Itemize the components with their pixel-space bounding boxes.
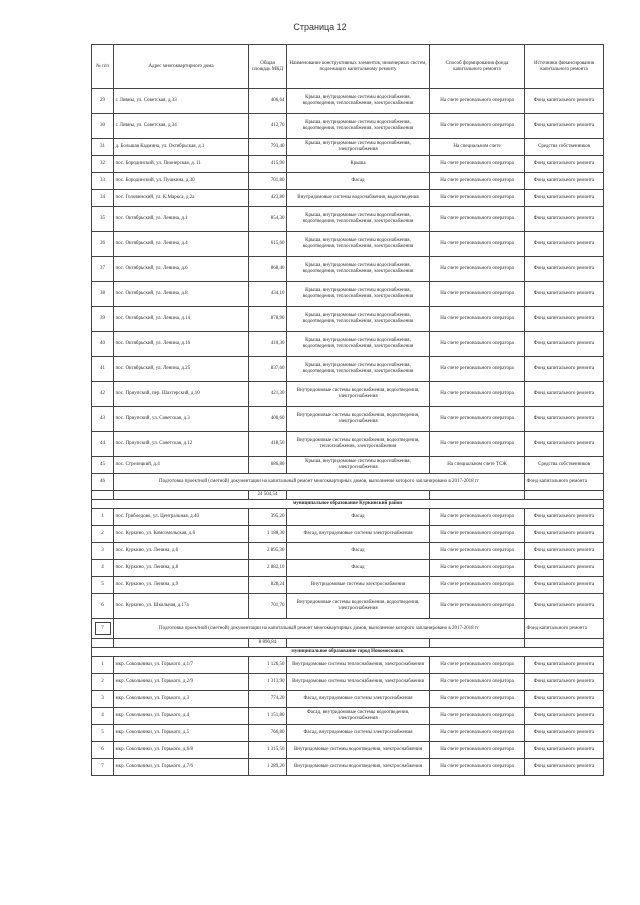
row-funding-source: Фонд капитального ремонта [525, 357, 604, 382]
row-fund-method: На счете регионального оператора [430, 207, 525, 232]
row-address: мкр. Сокольники, ул. Горького, д.5 [114, 725, 249, 742]
row-address: пос. Октябрьский, ул. Ленина, д.6 [114, 257, 249, 282]
row-area: 412,70 [249, 114, 287, 139]
row-funding-source: Фонд капитального ремонта [525, 282, 604, 307]
row-address: пос. Куркино, ул. Ленина, д.8 [114, 560, 249, 577]
row-fund-method: На счете регионального оператора [430, 382, 525, 407]
row-area: 423,80 [249, 190, 287, 207]
row-area: 2 895,30 [249, 543, 287, 560]
row-number: 42 [92, 382, 114, 407]
table-row [92, 725, 604, 742]
row-fund-method: На счете регионального оператора [430, 190, 525, 207]
row-number: 29 [92, 89, 114, 114]
rows-group-a [92, 89, 604, 474]
table-row [92, 282, 604, 307]
row-address: пос. Октябрьский, ул. Ленина, д.16 [114, 332, 249, 357]
row-fund-method: На счете регионального оператора [430, 173, 525, 190]
row-number: 7 [92, 619, 114, 639]
row-fund-method: На счете регионального оператора [430, 282, 525, 307]
design-text: Подготовка проектной (сметной) документации на капитальный ремонт многоквартирных домов, выполнение которого запланировано в 2017-2018 гг [114, 474, 525, 491]
row-fund-method: На счете регионального оператора [430, 725, 525, 742]
row-fund-method: На счете регионального оператора [430, 509, 525, 526]
row-funding-source: Фонд капитального ремонта [525, 725, 604, 742]
row-funding-source: Фонд капитального ремонта [525, 657, 604, 674]
row-fund-method: На счете регионального оператора [430, 674, 525, 691]
row-area: 434,10 [249, 282, 287, 307]
row-elements: Крыша, внутридомовые системы водоснабжения, водоотведения, теплоснабжения, электроснабжения [287, 282, 430, 307]
row-funding-source: Фонд капитального ремонта [525, 307, 604, 332]
repair-program-table [91, 44, 604, 776]
row-number: 6 [92, 742, 114, 759]
row-number: 2 [92, 674, 114, 691]
row-fund-method: На счете регионального оператора [430, 307, 525, 332]
row-area: 793,40 [249, 139, 287, 156]
row-fund-method: На счете регионального оператора [430, 560, 525, 577]
row-fund-method: На счете регионального оператора [430, 357, 525, 382]
row-funding-source: Фонд капитального ремонта [525, 577, 604, 594]
row-address: пос. Куркино, ул. Комсомольская, д.6 [114, 526, 249, 543]
table-row [92, 332, 604, 357]
row-elements: Фасад [287, 509, 430, 526]
row-elements: Крыша, внутридомовые системы водоснабжения, водоотведения, теплоснабжения, электроснабжения [287, 207, 430, 232]
table-row [92, 691, 604, 708]
table-row [92, 139, 604, 156]
row-area: 868,40 [249, 257, 287, 282]
row-funding-source: Фонд капитального ремонта [525, 594, 604, 619]
design-row [92, 474, 604, 491]
table-row [92, 457, 604, 474]
row-address: пос. Куркино, ул. Школьная, д.17а [114, 594, 249, 619]
row-address: д. Большая Кадмина, ул. Октябрьская, д.1 [114, 139, 249, 156]
row-address: пос. Куркино, ул. Ленина, д.6 [114, 543, 249, 560]
row-elements: Крыша, внутридомовые системы водоснабжения, водоотведения, теплоснабжения, электроснабжения [287, 257, 430, 282]
row-address: мкр. Сокольники, ул. Горького, д.1/7 [114, 657, 249, 674]
table-header [92, 45, 604, 89]
row-funding-source: Фонд капитального ремонта [525, 382, 604, 407]
row-funding-source: Фонд капитального ремонта [525, 691, 604, 708]
row-elements: Фасад, внутридомовые системы электроснабжения [287, 526, 430, 543]
rows-group-b [92, 509, 604, 619]
row-elements: Внутридомовые системы водоотведения, электроснабжения [287, 759, 430, 776]
row-elements: Внутридомовые системы теплоснабжения, электроснабжения [287, 674, 430, 691]
row-number: 37 [92, 257, 114, 282]
row-elements: Крыша, внутридомовые системы водоснабжения, электроснабжения [287, 457, 430, 474]
row-number: 39 [92, 307, 114, 332]
row-elements: Фасад, внутридомовые системы водоотведения, электроснабжения [287, 708, 430, 725]
col-header-area: Общая площадь МКД [249, 45, 287, 89]
row-area: 701,70 [249, 594, 287, 619]
row-funding-source: Фонд капитального ремонта [525, 114, 604, 139]
row-elements: Фасад [287, 173, 430, 190]
row-number: 4 [92, 560, 114, 577]
row-address: пос. Приупский, пер. Шахтерский, д.10 [114, 382, 249, 407]
col-header-number: № п/п [92, 45, 114, 89]
row-funding-source: Фонд капитального ремонта [525, 89, 604, 114]
row-number: 40 [92, 332, 114, 357]
row-area: 2 882,10 [249, 560, 287, 577]
row-elements: Крыша, внутридомовые системы водоснабжения, водоотведения, теплоснабжения, электроснабжения [287, 89, 430, 114]
row-address: пос. Октябрьский, ул. Ленина, д.8 [114, 282, 249, 307]
row-area: 766,80 [249, 725, 287, 742]
table-row [92, 742, 604, 759]
row-elements: Крыша, внутридомовые системы водоснабжения, водоотведения, теплоснабжения, электроснабжения [287, 114, 430, 139]
table-row [92, 526, 604, 543]
row-address: пос. Бородинский, ул. Пушкина, д.30 [114, 173, 249, 190]
rows-group-c [92, 657, 604, 776]
row-area: 878,90 [249, 307, 287, 332]
row-elements: Внутридомовые системы водоснабжения, водоотведения [287, 190, 430, 207]
table-row [92, 674, 604, 691]
table-row [92, 89, 604, 114]
row-area: 1 151,80 [249, 708, 287, 725]
row-fund-method: На счете регионального оператора [430, 407, 525, 432]
row-area: 418,50 [249, 432, 287, 457]
row-number: 31 [92, 139, 114, 156]
row-number: 43 [92, 407, 114, 432]
funding-source: Фонд капитального ремонта [525, 619, 604, 639]
row-elements: Крыша [287, 156, 430, 173]
row-fund-method: На счете регионального оператора [430, 657, 525, 674]
row-funding-source: Фонд капитального ремонта [525, 674, 604, 691]
table-row [92, 357, 604, 382]
row-area: 395,20 [249, 509, 287, 526]
row-number: 1 [92, 657, 114, 674]
table-row [92, 577, 604, 594]
row-fund-method: На счете регионального оператора [430, 332, 525, 357]
row-fund-method: На счете регионального оператора [430, 759, 525, 776]
row-number: 33 [92, 173, 114, 190]
section-title: муниципальное образование город Новомосковск [92, 648, 604, 657]
row-funding-source: Фонд капитального ремонта [525, 432, 604, 457]
row-area: 1 313,90 [249, 674, 287, 691]
row-address: мкр. Сокольники, ул. Горького, д.3 [114, 691, 249, 708]
row-address: пос. Приупский, ул. Советская, д.3 [114, 407, 249, 432]
row-area: 410,30 [249, 332, 287, 357]
row-area: 406,64 [249, 89, 287, 114]
row-number: 7 [92, 759, 114, 776]
table-row [92, 190, 604, 207]
row-address: мкр. Сокольники, ул. Горького, д.7/6 [114, 759, 249, 776]
row-elements: Крыша, внутридомовые системы водоснабжения, водоотведения, теплоснабжения, электроснабжения [287, 307, 430, 332]
row-number: 38 [92, 282, 114, 307]
row-area: 686,80 [249, 457, 287, 474]
row-funding-source: Фонд капитального ремонта [525, 257, 604, 282]
total-row [92, 639, 604, 648]
table-row [92, 207, 604, 232]
table-row [92, 759, 604, 776]
table-row [92, 509, 604, 526]
total-row [92, 491, 604, 500]
row-number: 45 [92, 457, 114, 474]
row-area: 837,60 [249, 357, 287, 382]
row-address: пос. Куркино, ул. Ленина, д.9 [114, 577, 249, 594]
row-fund-method: На специальном счете ТСЖ [430, 457, 525, 474]
row-elements: Фасад [287, 543, 430, 560]
row-elements: Внутридомовые системы теплоснабжения, электроснабжения [287, 657, 430, 674]
row-elements: Фасад, внутридомовые системы электроснабжения [287, 725, 430, 742]
row-address: мкр. Сокольники, ул. Горького, д.6/8 [114, 742, 249, 759]
row-number: 41 [92, 357, 114, 382]
row-area: 1 289,20 [249, 759, 287, 776]
table-row [92, 307, 604, 332]
design-row-b-group [92, 619, 604, 657]
row-area: 1 188,30 [249, 526, 287, 543]
row-elements: Крыша, внутридомовые системы водоснабжения, водоотведения, теплоснабжения, электроснабжения [287, 332, 430, 357]
row-funding-source: Фонд капитального ремонта [525, 509, 604, 526]
row-fund-method: На счете регионального оператора [430, 156, 525, 173]
table-row [92, 560, 604, 577]
row-elements: Внутридомовые системы водоснабжения, водоотведения, теплоснабжения, электроснабжения [287, 432, 430, 457]
table-row [92, 232, 604, 257]
row-funding-source: Фонд капитального ремонта [525, 332, 604, 357]
table-row [92, 657, 604, 674]
total-area: 24 504,54 [249, 491, 287, 500]
row-area: 615,60 [249, 232, 287, 257]
table-row [92, 594, 604, 619]
row-funding-source: Средства собственников [525, 139, 604, 156]
section-row [92, 500, 604, 509]
table-row [92, 432, 604, 457]
row-number: 35 [92, 207, 114, 232]
row-funding-source: Фонд капитального ремонта [525, 560, 604, 577]
row-number: 32 [92, 156, 114, 173]
total-area: 8 890,84 [249, 639, 287, 648]
row-area: 828,24 [249, 577, 287, 594]
row-elements: Фасад, внутридомовые системы электроснабжения [287, 691, 430, 708]
row-number: 44 [92, 432, 114, 457]
row-funding-source: Фонд капитального ремонта [525, 156, 604, 173]
row-fund-method: На счете регионального оператора [430, 257, 525, 282]
row-funding-source: Фонд капитального ремонта [525, 742, 604, 759]
row-address: пос. Октябрьский, ул. Ленина, д.14 [114, 307, 249, 332]
row-elements: Внутридомовые системы водоснабжения, водоотведения, электроснабжения [287, 594, 430, 619]
row-number: 30 [92, 114, 114, 139]
row-elements: Внутридомовые системы водоснабжения, водоотведения, электроснабжения [287, 407, 430, 432]
design-row-a-group [92, 474, 604, 509]
table-row [92, 114, 604, 139]
funding-source: Фонд капитального ремонта [525, 474, 604, 491]
section-title: муниципальное образование Куркинский район [92, 500, 604, 509]
row-funding-source: Фонд капитального ремонта [525, 407, 604, 432]
row-fund-method: На счете регионального оператора [430, 232, 525, 257]
row-fund-method: На счете регионального оператора [430, 594, 525, 619]
row-number: 36 [92, 232, 114, 257]
col-header-fund-method: Способ формирования фонда капитального ремонта [430, 45, 525, 89]
row-elements: Крыша, внутридомовые системы водоснабжения, водоотведения, теплоснабжения, электроснабжения [287, 232, 430, 257]
row-funding-source: Фонд капитального ремонта [525, 759, 604, 776]
design-text: Подготовка проектной (сметной) документации на капитальный ремонт многоквартирных домов, выполнение которого запланировано в 2017-2018 гг [114, 619, 525, 639]
row-address: пос. Октябрьский, ул. Ленина, д.4 [114, 232, 249, 257]
row-fund-method: На счете регионального оператора [430, 577, 525, 594]
row-address: пос. Приупский, ул. Советская, д.12 [114, 432, 249, 457]
table-row [92, 156, 604, 173]
row-address: г. Ливны, ул. Советская, д.34 [114, 114, 249, 139]
row-funding-source: Фонд капитального ремонта [525, 173, 604, 190]
row-fund-method: На специальном счете [430, 139, 525, 156]
row-number: 3 [92, 543, 114, 560]
row-address: г. Ливны, ул. Советская, д.33 [114, 89, 249, 114]
row-number: 6 [92, 594, 114, 619]
row-address: мкр. Сокольники, ул. Горького, д.2/9 [114, 674, 249, 691]
row-elements: Внутридомовые системы водоснабжения, водоотведения, электроснабжения [287, 382, 430, 407]
table-row [92, 382, 604, 407]
row-area: 415,90 [249, 156, 287, 173]
row-fund-method: На счете регионального оператора [430, 89, 525, 114]
table-row [92, 407, 604, 432]
row-area: 1 126,50 [249, 657, 287, 674]
row-number: 46 [92, 474, 114, 491]
row-address: пос. Октябрьский, ул. Ленина, д.25 [114, 357, 249, 382]
table-row [92, 257, 604, 282]
row-area: 1 315,50 [249, 742, 287, 759]
row-elements: Крыша, внутридомовые системы водоснабжения, электроснабжения [287, 139, 430, 156]
row-number: 3 [92, 691, 114, 708]
row-fund-method: На счете регионального оператора [430, 432, 525, 457]
row-fund-method: На счете регионального оператора [430, 708, 525, 725]
row-number: 2 [92, 526, 114, 543]
row-elements: Внутридомовые системы водоотведения, электроснабжения [287, 742, 430, 759]
row-address: мкр. Сокольники, ул. Горького, д.4 [114, 708, 249, 725]
row-area: 421,30 [249, 382, 287, 407]
row-area: 701,80 [249, 173, 287, 190]
row-number: 1 [92, 509, 114, 526]
row-elements: Фасад [287, 560, 430, 577]
row-address: пос. Бородинский, ул. Пионерская, д. 11 [114, 156, 249, 173]
row-fund-method: На счете регионального оператора [430, 691, 525, 708]
table-row [92, 708, 604, 725]
row-address: пос. Октябрьский, ул. Ленина, д.1 [114, 207, 249, 232]
row-fund-method: На счете регионального оператора [430, 114, 525, 139]
row-elements: Крыша, внутридомовые системы водоснабжения, водоотведения, теплоснабжения, электроснабжения [287, 357, 430, 382]
table-row [92, 543, 604, 560]
section-row [92, 648, 604, 657]
row-area: 854,30 [249, 207, 287, 232]
page-title: Страница 12 [293, 22, 347, 32]
row-funding-source: Средства собственников [525, 457, 604, 474]
row-number: 5 [92, 725, 114, 742]
row-funding-source: Фонд капитального ремонта [525, 708, 604, 725]
row-funding-source: Фонд капитального ремонта [525, 232, 604, 257]
row-address: пос. Головинский, ул. К.Маркса, д.2а [114, 190, 249, 207]
design-row [92, 619, 604, 639]
row-fund-method: На счете регионального оператора [430, 543, 525, 560]
row-area: 774,20 [249, 691, 287, 708]
row-fund-method: На счете регионального оператора [430, 526, 525, 543]
row-funding-source: Фонд капитального ремонта [525, 207, 604, 232]
row-number: 34 [92, 190, 114, 207]
row-area: 400,60 [249, 407, 287, 432]
col-header-funding-source: Источники финансирования капитального ремонта [525, 45, 604, 89]
row-address: пос. Стрелецкий, д.4 [114, 457, 249, 474]
row-elements: Внутридомовые системы электроснабжения [287, 577, 430, 594]
row-number: 4 [92, 708, 114, 725]
row-funding-source: Фонд капитального ремонта [525, 526, 604, 543]
row-funding-source: Фонд капитального ремонта [525, 190, 604, 207]
table-row [92, 173, 604, 190]
row-address: пос. Грибоедово, ул. Центральная, д.40 [114, 509, 249, 526]
row-fund-method: На счете регионального оператора [430, 742, 525, 759]
row-funding-source: Фонд капитального ремонта [525, 543, 604, 560]
col-header-address: Адрес многоквартирного дома [114, 45, 249, 89]
col-header-elements: Наименование конструктивных элементов, инженерных систем, подлежащих капитальному ремонту [287, 45, 430, 89]
row-number: 5 [92, 577, 114, 594]
